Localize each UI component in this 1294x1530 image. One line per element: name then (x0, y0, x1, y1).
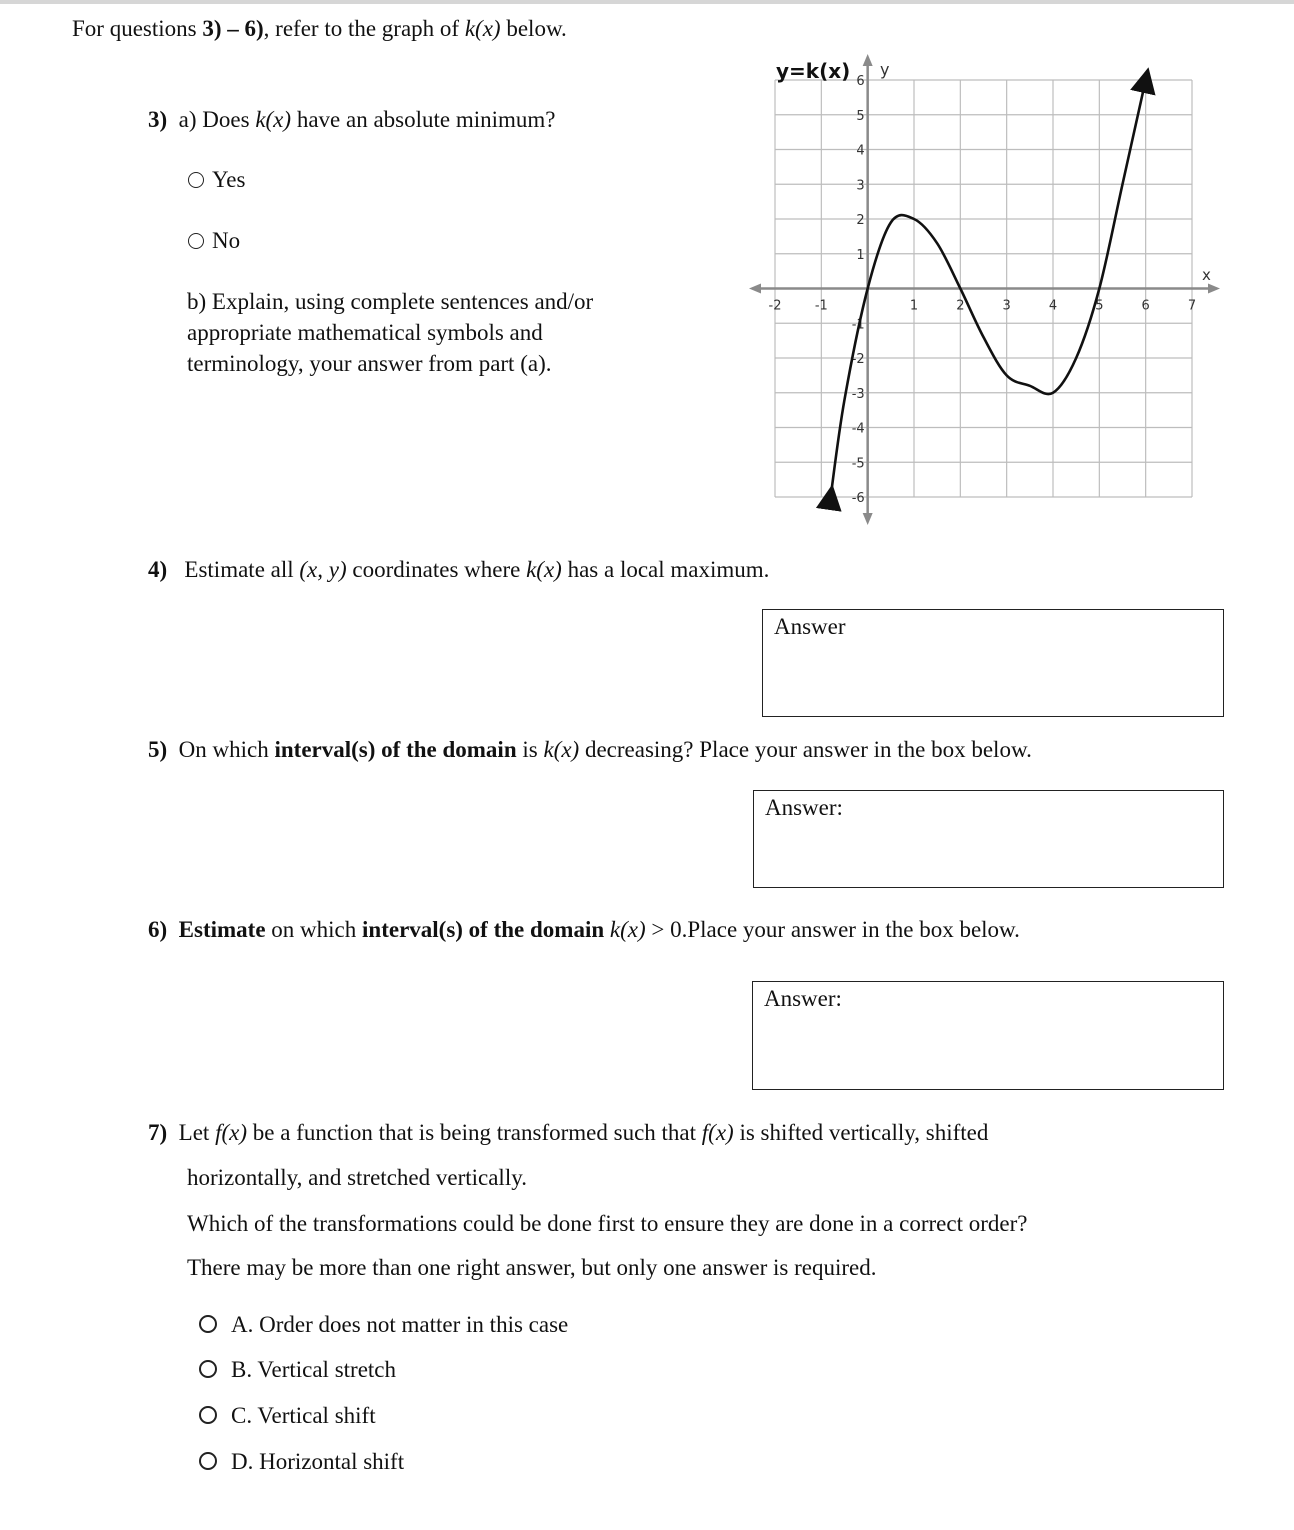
graph-y-axis-label: y (880, 60, 890, 79)
x-tick-label: 4 (1048, 298, 1058, 314)
q7-line-4: There may be more than one right answer, but only one answer is required. (187, 1255, 877, 1280)
x-tick-label: 3 (1002, 298, 1011, 314)
q5-func: k(x) (543, 737, 580, 762)
y-tick-label: -4 (851, 421, 865, 437)
radio-button[interactable] (199, 1452, 217, 1470)
q6-bold-interval: interval(s) of the domain (362, 917, 605, 942)
y-tick-label: 3 (856, 178, 865, 194)
y-axis-arrow-up (863, 54, 873, 66)
q6-question (148, 917, 1020, 943)
q7-option-a[interactable] (199, 1312, 568, 1338)
q3-number: 3) (148, 107, 168, 132)
q4-suffix: has a local maximum. (561, 557, 770, 582)
q6-answer-box[interactable] (752, 981, 1224, 1090)
q5-suffix: decreasing? Place your answer in the box below. (579, 737, 1032, 762)
page-top-border (0, 0, 1294, 4)
x-tick-label: -1 (814, 298, 828, 314)
q5-answer-label: Answer: (765, 795, 843, 820)
q3-part-a (148, 107, 556, 133)
y-tick-label: 2 (856, 213, 865, 228)
graph-axes (749, 54, 1220, 525)
q4-prefix: Estimate all (184, 557, 300, 582)
intro-text (72, 16, 567, 42)
x-axis-arrow-right (1208, 284, 1220, 294)
q6-number: 6) (148, 917, 168, 942)
q7-option-b-label: B. Vertical stretch (231, 1357, 396, 1382)
q4-coords: (x, y) (299, 557, 347, 582)
q6-bold-estimate: Estimate (178, 917, 266, 942)
graph-title: y=k(x) (776, 59, 851, 83)
y-tick-label: -5 (851, 456, 865, 472)
y-axis-arrow-down (863, 513, 873, 525)
q3-part-b (187, 286, 593, 379)
y-tick-label: 1 (856, 247, 865, 263)
q5-question (148, 737, 1032, 763)
q4-answer-box[interactable] (762, 609, 1224, 717)
q3-part-b-line: appropriate mathematical symbols and (187, 320, 543, 345)
q5-number: 5) (148, 737, 168, 762)
q3-func: k(x) (255, 107, 292, 132)
q3-option-yes[interactable] (188, 167, 245, 193)
q3-part-b-line: terminology, your answer from part (a). (187, 351, 552, 376)
q5-bold: interval(s) of the domain (274, 737, 517, 762)
q3-option-yes-label: Yes (212, 167, 246, 192)
q7-line1-suffix: is shifted vertically, shifted (733, 1120, 989, 1145)
q5-prefix: On which (178, 737, 275, 762)
graph-k-of-x (740, 50, 1240, 530)
intro-func: k(x) (464, 16, 501, 41)
q6-func: k(x) (609, 917, 646, 942)
intro-suffix: below. (500, 16, 567, 41)
y-tick-label: -1 (851, 317, 865, 333)
q3-part-a-suffix: have an absolute minimum? (291, 107, 556, 132)
q5-mid: is (516, 737, 544, 762)
q7-line-2: horizontally, and stretched vertically. (187, 1165, 527, 1190)
q7-option-a-label: A. Order does not matter in this case (231, 1312, 569, 1337)
q4-question (148, 557, 769, 583)
radio-button[interactable] (199, 1360, 217, 1378)
q7-option-c[interactable] (199, 1403, 376, 1429)
x-tick-label: -2 (768, 298, 782, 314)
q6-mid: on which (265, 917, 363, 942)
q6-suffix: > 0.Place your answer in the box below. (645, 917, 1020, 942)
x-axis-arrow-left (749, 284, 761, 294)
x-tick-label: 6 (1141, 298, 1150, 314)
intro-range: 3) – 6) (202, 16, 264, 41)
q7-number: 7) (148, 1120, 168, 1145)
q7-func-2: f(x) (701, 1120, 734, 1145)
intro-prefix: For questions (72, 16, 203, 41)
radio-button[interactable] (199, 1406, 217, 1424)
y-tick-label: 4 (856, 143, 865, 159)
q7-option-b[interactable] (199, 1357, 396, 1383)
graph-x-axis-label: x (1202, 266, 1211, 284)
q7-func-1: f(x) (215, 1120, 247, 1145)
x-tick-label: 5 (1095, 298, 1104, 314)
radio-button[interactable] (199, 1315, 217, 1333)
q3-option-no[interactable] (188, 228, 240, 254)
q7-line1-prefix: Let (178, 1120, 216, 1145)
q6-answer-label: Answer: (764, 986, 842, 1011)
x-tick-label: 7 (1187, 298, 1197, 314)
q7-line1-mid: be a function that is being transformed such that (247, 1120, 702, 1145)
radio-button[interactable] (188, 233, 204, 249)
q7-option-c-label: C. Vertical shift (231, 1403, 376, 1428)
q4-mid: coordinates where (346, 557, 527, 582)
q3-part-b-line: b) Explain, using complete sentences and/or (187, 289, 594, 314)
q7-option-d-label: D. Horizontal shift (231, 1449, 405, 1474)
y-tick-label: -6 (851, 491, 865, 506)
q7-option-d[interactable] (199, 1449, 404, 1475)
q4-number: 4) (148, 557, 168, 582)
q7-line-1 (148, 1120, 988, 1146)
intro-mid: , refer to the graph of (263, 16, 465, 41)
y-tick-label: -2 (851, 352, 865, 367)
q7-line-3: Which of the transformations could be done first to ensure they are done in a correct order? (187, 1211, 1028, 1236)
x-tick-label: 1 (909, 298, 919, 314)
y-tick-label: 6 (856, 74, 865, 89)
q4-answer-label: Answer (774, 614, 846, 639)
y-tick-label: -3 (851, 386, 865, 402)
q4-func: k(x) (526, 557, 562, 582)
q3-option-no-label: No (212, 228, 241, 253)
q3-part-a-prefix: a) Does (178, 107, 256, 132)
y-tick-label: 5 (856, 108, 865, 124)
x-tick-label: 2 (956, 298, 965, 314)
radio-button[interactable] (188, 172, 204, 188)
q5-answer-box[interactable] (753, 790, 1224, 888)
